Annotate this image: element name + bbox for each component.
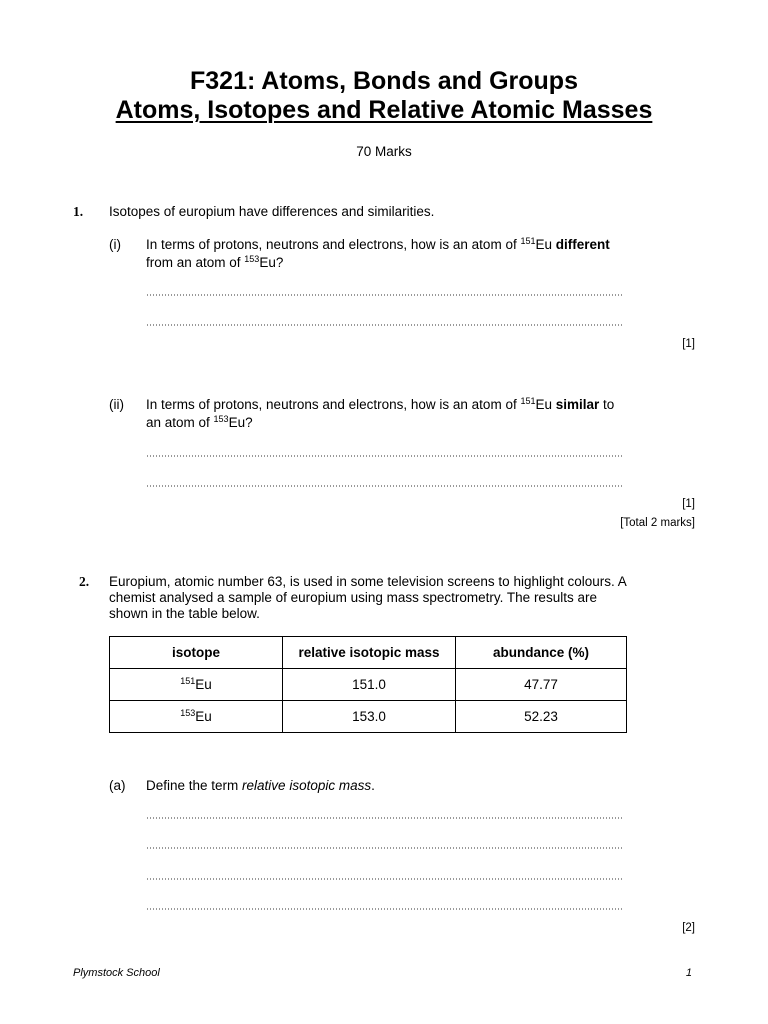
isotope-symbol: Eu (195, 709, 212, 724)
q1ii-text-b: an atom of (146, 415, 214, 430)
question-1-part-i-text-line2 (146, 255, 283, 271)
table-header-isotope: isotope (110, 637, 283, 669)
table-header-mass: relative isotopic mass (283, 637, 456, 669)
isotope-results-table (109, 636, 627, 733)
total-marks-q1: [Total 2 marks] (620, 517, 695, 529)
abundance-cell: 47.77 (456, 669, 627, 701)
table-row (110, 701, 627, 733)
question-1-stem: Isotopes of europium have differences and similarities. (109, 204, 435, 219)
table-header-row (110, 637, 627, 669)
q1ii-bold-word: similar (555, 397, 600, 412)
mark-allocation: [1] (682, 498, 695, 510)
isotope-cell (110, 669, 283, 701)
q1ii-element-a: Eu (535, 397, 556, 412)
q1ii-superscript-a: 151 (520, 396, 536, 406)
answer-line[interactable] (146, 485, 622, 487)
q1ii-after-bold: to (599, 397, 615, 412)
footer-page-number: 1 (685, 967, 692, 979)
isotope-mass-number: 153 (180, 708, 196, 718)
question-2-stem-line1: Europium, atomic number 63, is used in some television screens to highlight colours. A (109, 574, 627, 589)
question-2-stem-line2: chemist analysed a sample of europium using mass spectrometry. The results are (109, 590, 597, 605)
mark-allocation: [1] (682, 338, 695, 350)
question-1-number: 1. (73, 204, 84, 219)
isotope-cell (110, 701, 283, 733)
q2a-italic-term: relative isotopic mass (242, 778, 372, 793)
question-2-stem-line3: shown in the table below. (109, 606, 260, 621)
answer-line[interactable] (146, 324, 622, 326)
q1i-text-b: from an atom of (146, 255, 245, 270)
q2a-end: . (371, 778, 375, 793)
q1i-superscript-b: 153 (244, 254, 260, 264)
mass-cell: 153.0 (283, 701, 456, 733)
q1i-bold-word: different (555, 237, 610, 252)
question-1-part-i-text-line1 (146, 237, 610, 253)
page-title: F321: Atoms, Bonds and Groups (189, 67, 578, 95)
isotope-symbol: Eu (195, 677, 212, 692)
question-2-number: 2. (79, 574, 90, 589)
page-subtitle-text: Atoms, Isotopes and Relative Atomic Masses (115, 96, 653, 124)
answer-line[interactable] (146, 878, 622, 880)
mass-cell: 151.0 (283, 669, 456, 701)
answer-line[interactable] (146, 455, 622, 457)
q1i-superscript-a: 151 (520, 236, 536, 246)
question-1-part-ii-label: (ii) (109, 397, 124, 412)
question-2-part-a-label: (a) (109, 778, 126, 793)
q1i-text-a: In terms of protons, neutrons and electrons, how is an atom of (146, 237, 521, 252)
q1i-element-b: Eu? (259, 255, 284, 270)
q1ii-text-a: In terms of protons, neutrons and electrons, how is an atom of (146, 397, 521, 412)
q2a-text: Define the term (146, 778, 243, 793)
q1i-element-a: Eu (535, 237, 556, 252)
question-1-part-ii-text-line1 (146, 397, 614, 413)
answer-line[interactable] (146, 847, 622, 849)
answer-line[interactable] (146, 294, 622, 296)
footer-school-name: Plymstock School (73, 967, 160, 979)
question-1-part-i-label: (i) (109, 237, 121, 252)
isotope-mass-number: 151 (180, 676, 196, 686)
answer-line[interactable] (146, 908, 622, 910)
page-subtitle (0, 95, 768, 125)
answer-line[interactable] (146, 817, 622, 819)
abundance-cell: 52.23 (456, 701, 627, 733)
q1ii-element-b: Eu? (228, 415, 253, 430)
table-header-abundance: abundance (%) (456, 637, 627, 669)
q1ii-superscript-b: 153 (213, 414, 229, 424)
mark-allocation: [2] (682, 922, 695, 934)
question-1-part-ii-text-line2 (146, 415, 253, 431)
question-2-part-a-text (146, 778, 375, 794)
total-marks: 70 Marks (356, 144, 412, 159)
table-row (110, 669, 627, 701)
